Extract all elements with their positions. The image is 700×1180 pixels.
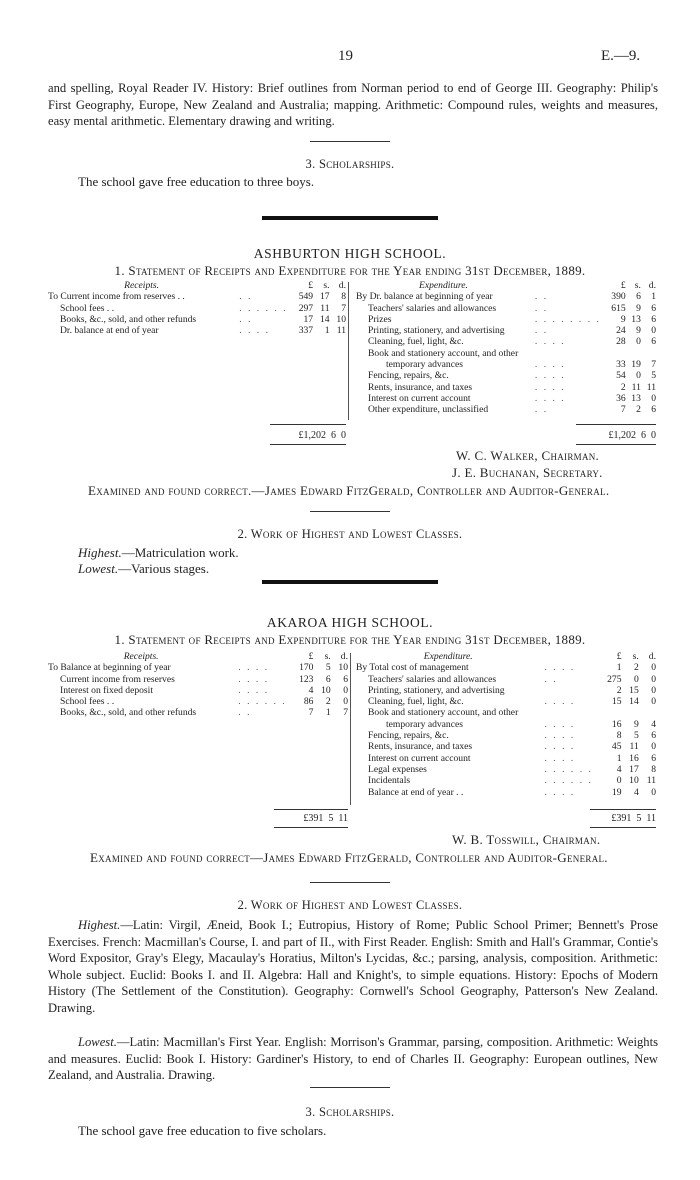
section-divider xyxy=(310,511,390,512)
table-row: Cleaning, fuel, light, &c. . . . . 15 14 0 xyxy=(368,696,656,708)
total-rule xyxy=(576,424,656,425)
heavy-divider xyxy=(262,216,438,220)
column-rule xyxy=(350,653,351,805)
ashburton-receipts-table xyxy=(48,280,346,336)
total-rule xyxy=(270,444,346,445)
scholarships-heading: 3. Scholarships. xyxy=(305,157,395,171)
col-shillings: s. xyxy=(323,280,330,291)
ashburton-highest: Highest.—Matriculation work. xyxy=(78,545,239,560)
table-row: Fencing, repairs, &c. . . . . 8 5 6 xyxy=(368,730,656,742)
top-paragraph: and spelling, Royal Reader IV. History: Brief outlines from Norman period to end of George III. Geography: Philip's First Geography, Europe, New Zealand and Australia; mapping. Arithmetic: Compound rules, weights and measures, easy mental arithmetic. Elementary drawing and writing. xyxy=(48,81,658,128)
total-rule xyxy=(590,809,656,810)
akaroa-receipts-table: Receipts. £ s. d. To Balance at beginning of year . . . . 170 5 10 Current income from reserves . . . . 123 6 6 Interest on fixed deposit . . . . 4 10 0 School fees . . . . . . . . 86 2 0 Books, &c., sold, and other refunds . . 7 1 7 xyxy=(48,651,348,719)
table-row: Printing, stationery, and advertising 2 15 0 xyxy=(368,684,656,696)
total-rule xyxy=(274,809,348,810)
ashburton-examined: Examined and found correct.—James Edward FitzGerald, Controller and Auditor-General. xyxy=(88,483,610,498)
table-row: Cleaning, fuel, light, &c. . . . . 28 0 6 xyxy=(368,336,656,348)
ashburton-work-heading: 2. Work of Highest and Lowest Classes. xyxy=(237,527,463,541)
akaroa-scholarships-heading: 3. Scholarships. xyxy=(305,1105,395,1119)
ashburton-signature-chairman: W. C. Walker, Chairman. xyxy=(456,448,600,463)
receipts-label: Receipts. xyxy=(124,280,160,291)
table-row: temporary advances . . . . 16 9 4 xyxy=(386,718,656,730)
section-divider xyxy=(310,882,390,883)
table-row: To Current income from reserves . . . . 549 17 8 xyxy=(48,291,346,303)
table-row: By Dr. balance at beginning of year . . 390 6 1 xyxy=(356,291,656,303)
table-row: School fees . . . . . . . . 86 2 0 xyxy=(60,696,348,708)
table-row: Books, &c., sold, and other refunds . . 17 14 10 xyxy=(60,313,346,325)
akaroa-receipts-total: £391 5 11 xyxy=(303,813,348,824)
akaroa-expenditure-total: £391 5 11 xyxy=(611,813,656,824)
table-row: School fees . . . . . . . . 297 11 7 xyxy=(60,302,346,314)
total-rule xyxy=(590,827,656,828)
heavy-divider xyxy=(262,580,438,584)
col-pence: d. xyxy=(338,280,346,291)
receipts-label: Receipts. xyxy=(123,651,159,662)
akaroa-highest: Highest.—Latin: Virgil, Æneid, Book I.; Eutropius, History of Rome; Public School Primer; Bennett's Prose Exercises. French: Macmillan's Course, I. and part of II., with First Reader. English: Smith and Hall's Grammar, Contie's Word Expositor, Gray's Elegy, Macaulay's Horatius, Milton's Lycidas, &c.; parsing, analysis, composition. Arithmetic: Whole subject. Euclid: Books I. and II. Algebra: Hall and Knight's, to simple equations. History: Epochs of Modern History (The Settlement of the Constitution). Geography: Cornwell's School Geography, Patterson's New Zealand. Drawing. xyxy=(48,918,658,1015)
akaroa-title: AKAROA HIGH SCHOOL. xyxy=(266,615,434,630)
table-row: Fencing, repairs, &c. . . . . 54 0 5 xyxy=(368,370,656,382)
table-row: Teachers' salaries and allowances . . 615 9 6 xyxy=(368,302,656,314)
table-row: Rents, insurance, and taxes . . . . 2 11 11 xyxy=(368,381,656,393)
table-row: Dr. balance at end of year . . . . 337 1 11 xyxy=(60,325,346,337)
akaroa-examined: Examined and found correct—James Edward FitzGerald, Controller and Auditor-General. xyxy=(90,850,608,865)
page-number: 19 xyxy=(338,48,353,64)
akaroa-expenditure-table: Expenditure. £ s. d. By Total cost of management . . . . 1 2 0 Teachers' salaries and allowances . . 275 0 0 Printing, stationery, and advertising 2 15 0 Cleaning, fuel, light, &c. . . . . 15 14 0 Book and stationery account, and other temporary advances . . . . 16 9 4 Fencing, repairs, &c. . . . . 8 5 6 Rents, insurance, and taxes . . . . 45 11 0 Interest on current account . . . . 1 16 6 Legal expenses . . . . . . 4 17 8 Incidentals . . . . . . 0 10 11 Balance at end of year . . . . . . 19 4 0 xyxy=(356,651,656,798)
akaroa-statement-heading: 1. Statement of Receipts and Expenditure for the Year ending 31st December, 1889. xyxy=(114,632,586,647)
expenditure-label: Expenditure. xyxy=(418,280,468,291)
table-row: Interest on current account . . . . 1 16 6 xyxy=(368,752,656,764)
table-row: Incidentals . . . . . . 0 10 11 xyxy=(368,775,656,787)
table-row: Prizes . . . . . . . . 9 13 6 xyxy=(368,313,656,325)
total-rule xyxy=(576,444,656,445)
scholarships-text: The school gave free education to three boys. xyxy=(78,174,315,189)
ashburton-lowest: Lowest.—Various stages. xyxy=(78,561,210,576)
table-row: Book and stationery account, and other xyxy=(368,707,519,719)
expenditure-label: Expenditure. xyxy=(423,651,473,662)
ashburton-statement-heading: 1. Statement of Receipts and Expenditure for the Year ending 31st December, 1889. xyxy=(114,263,586,278)
section-divider xyxy=(310,141,390,142)
table-row: Other expenditure, unclassified . . 7 2 6 xyxy=(368,404,656,416)
ashburton-title: ASHBURTON HIGH SCHOOL. xyxy=(253,246,447,261)
table-row: Teachers' salaries and allowances . . 275 0 0 xyxy=(368,673,656,685)
table-row: To Balance at beginning of year . . . . 170 5 10 xyxy=(48,662,348,674)
ashburton-expenditure-total: £1,202 6 0 xyxy=(608,430,656,441)
table-row: temporary advances . . . . 33 19 7 xyxy=(386,359,656,371)
table-row: Interest on fixed deposit . . . . 4 10 0 xyxy=(60,684,348,696)
table-row: Rents, insurance, and taxes . . . . 45 11 0 xyxy=(368,741,656,753)
section-divider xyxy=(310,1087,390,1088)
table-row: Printing, stationery, and advertising . . 24 9 0 xyxy=(368,325,656,337)
table-row: Current income from reserves . . . . 123 6 6 xyxy=(60,673,348,685)
ashburton-receipts-total: £1,202 6 0 xyxy=(298,430,346,441)
akaroa-signature-chairman: W. B. Tosswill, Chairman. xyxy=(452,832,601,847)
column-rule xyxy=(348,282,349,420)
document-reference: E.—9. xyxy=(601,48,641,64)
table-row: Book and stationery account, and other xyxy=(368,347,519,359)
akaroa-lowest: Lowest.—Latin: Macmillan's First Year. English: Morrison's Grammar, parsing, composition. Arithmetic: Weights and measures. Euclid: Book I. History: Gardiner's History, to end of Charles II. Geography: European outlines, New Zealand, and Australia. Drawing. xyxy=(48,1035,658,1082)
total-rule xyxy=(274,827,348,828)
col-pounds: £ xyxy=(308,280,314,291)
total-rule xyxy=(270,424,346,425)
table-row: By Total cost of management . . . . 1 2 0 xyxy=(356,662,656,674)
table-row: Books, &c., sold, and other refunds . . 7 1 7 xyxy=(60,707,348,719)
akaroa-work-heading: 2. Work of Highest and Lowest Classes. xyxy=(237,898,463,912)
ashburton-expenditure-table: Expenditure. £ s. d. By Dr. balance at beginning of year . . 390 6 1 Teachers' salaries and allowances . . 615 9 6 Prizes . . . . . . . . 9 13 6 Printing, stationery, and advertising . . 24 9 0 Cleaning, fuel, light, &c. . . . . 28 0 6 Book and stationery account, and other temporary advances . . . . 33 19 7 Fencing, repairs, &c. . . . . 54 0 5 Rents, insurance, and taxes . . . . 2 11 11 Interest on current account . . . . 36 13 0 Other expenditure, unclassified . . 7 2 6 xyxy=(356,280,656,416)
table-row: Legal expenses . . . . . . 4 17 8 xyxy=(368,763,656,775)
akaroa-scholarships-text: The school gave free education to five scholars. xyxy=(78,1123,327,1138)
table-row: Balance at end of year . . . . . . 19 4 0 xyxy=(368,786,656,798)
table-row: Interest on current account . . . . 36 13 0 xyxy=(368,392,656,404)
ashburton-signature-secretary: J. E. Buchanan, Secretary. xyxy=(452,465,603,480)
